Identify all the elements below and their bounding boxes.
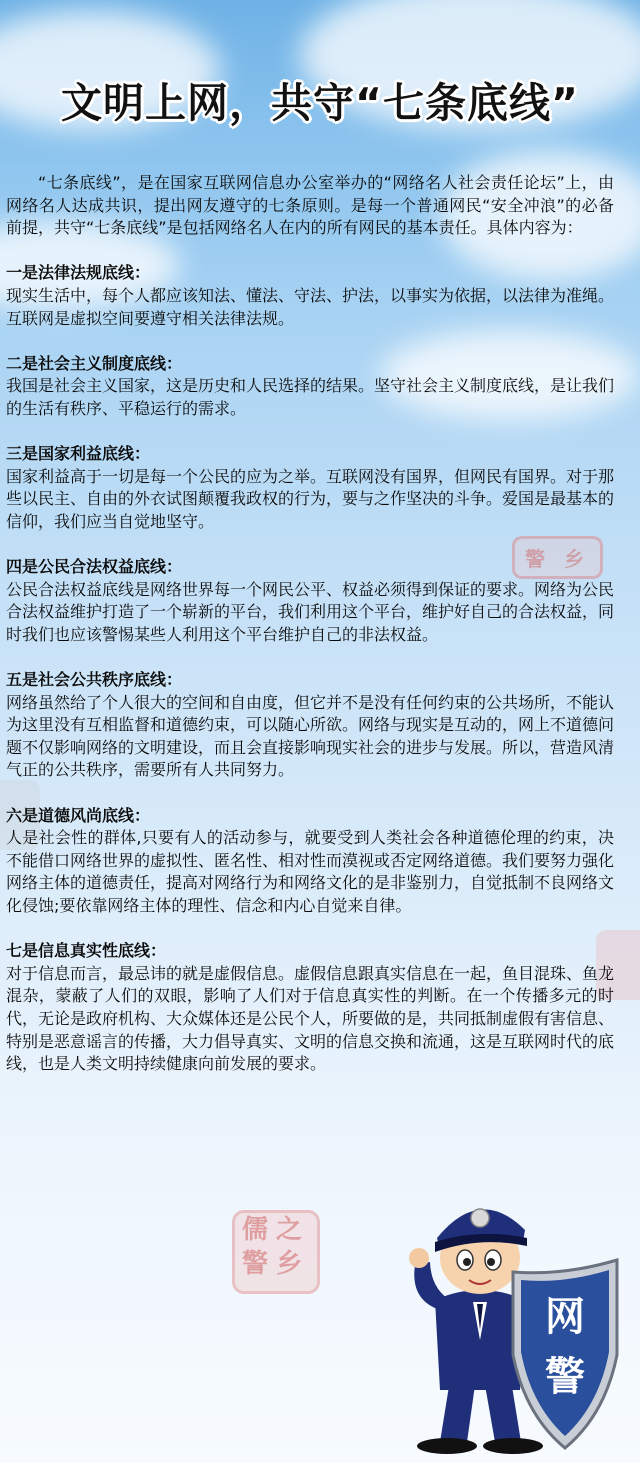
section-socialist-system: [6, 353, 614, 421]
section-national-interest: [6, 443, 614, 533]
stamp-line-bottom: 警乡: [241, 1249, 310, 1279]
section-heading: 二是社会主义制度底线：: [6, 353, 183, 373]
watermark-stamp-large: [232, 1210, 320, 1294]
stamp-line-top: 儒之: [241, 1215, 310, 1245]
section-body: 现实生活中，每个人都应该知法、懂法、守法、护法，以事实为依据，以法律为准绳。互联网是虚拟空间要遵守相关法律法规。: [6, 285, 615, 328]
page-title: 文明上网，共守“七条底线”: [61, 79, 579, 127]
watermark-stamp: 警 乡: [512, 536, 603, 579]
article-content: [6, 172, 614, 1076]
section-heading: 七是信息真实性底线：: [6, 941, 167, 961]
section-body: 网络虽然给了个人很大的空间和自由度，但它并不是没有任何约束的公共场所，不能认为这里没有互相监督和道德约束，可以随心所欲。网络与现实是互动的，网上不道德问题不仅影响网络的文明建设，而且会直接影响现实社会的进步与发展。所以，营造风清气正的公共秩序，需要所有人共同努力。: [6, 692, 615, 780]
section-body: 国家利益高于一切是每一个公民的应为之举。互联网没有国界，但网民有国界。对于那些以民主、自由的外衣试图颠覆我政权的行为，要与之作坚决的斗争。爱国是最基本的信仰，我们应当自觉地坚守。: [6, 466, 615, 531]
section-heading: 三是国家利益底线：: [6, 444, 151, 464]
section-body: 公民合法权益底线是网络世界每一个网民公平、权益必须得到保证的要求。网络为公民合法权益维护打造了一个崭新的平台，我们利用这个平台，维护好自己的合法权益，同时我们也应该警惕某些人利用这个平台维护自己的非法权益。: [6, 579, 615, 644]
badge-char-top: 网: [545, 1293, 585, 1340]
police-mascot-illustration: [395, 1180, 625, 1455]
section-body: 对于信息而言，最忌讳的就是虚假信息。虚假信息跟真实信息在一起，鱼目混珠、鱼龙混杂，蒙蔽了人们的双眼，影响了人们对于信息真实性的判断。在一个传播多元的时代，无论是政府机构、大众媒体还是公民个人，所要做的是，共同抵制虚假有害信息、特别是恶意谣言的传播，大力倡导真实、文明的信息交换和流通，这是互联网时代的底线，也是人类文明持续健康向前发展的要求。: [6, 963, 615, 1074]
intro-paragraph: “七条底线”，是在国家互联网信息办公室举办的“网络名人社会责任论坛”上，由网络名人达成共识，提出网友遵守的七条原则。是每一个普通网民“安全冲浪”的必备前提，共守“七条底线”是包括网络名人在内的所有网民的基本责任。具体内容为：: [6, 173, 614, 238]
section-heading: 一是法律法规底线：: [6, 263, 151, 283]
section-heading: 五是社会公共秩序底线：: [6, 670, 183, 690]
section-heading: 四是公民合法权益底线：: [6, 557, 183, 577]
section-heading: 六是道德风尚底线：: [6, 805, 151, 825]
section-law: [6, 262, 614, 330]
section-body: 人是社会性的群体,只要有人的活动参与，就要受到人类社会各种道德伦理的约束，决不能借口网络世界的虚拟性、匿名性、相对性而漠视或否定网络道德。我们要努力强化网络主体的道德责任，提高对网络行为和网络文化的是非鉴别力，自觉抵制不良网络文化侵蚀;要依靠网络主体的理性、信念和内心自觉来自律。: [6, 828, 615, 915]
section-morality: [6, 805, 614, 918]
section-citizen-rights: [6, 556, 614, 646]
section-information-truth: [6, 940, 614, 1076]
badge-char-bottom: 警: [545, 1353, 585, 1400]
section-body: 我国是社会主义国家，这是历史和人民选择的结果。坚守社会主义制度底线，是让我们的生活有秩序、平稳运行的需求。: [6, 376, 615, 418]
section-public-order: [6, 669, 614, 782]
